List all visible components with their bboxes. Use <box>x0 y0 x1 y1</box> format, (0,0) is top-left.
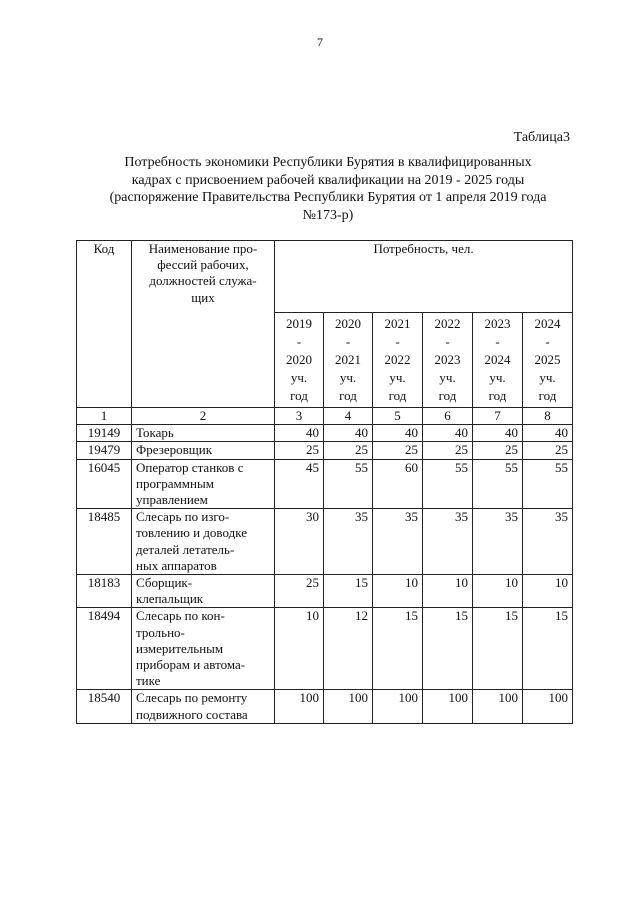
row-value: 100 <box>275 690 324 723</box>
header-year-6 <box>523 313 573 408</box>
row-profession <box>132 425 275 442</box>
year-line: год <box>488 388 507 403</box>
row-value: 35 <box>523 509 573 575</box>
table-row <box>77 442 573 459</box>
table-row <box>77 690 573 723</box>
column-number: 3 <box>275 408 324 425</box>
row-value: 25 <box>523 442 573 459</box>
row-code: 19149 <box>77 425 132 442</box>
row-code: 18485 <box>77 509 132 575</box>
row-value: 25 <box>324 442 373 459</box>
row-code: 19479 <box>77 442 132 459</box>
row-value: 10 <box>275 608 324 690</box>
row-value: 100 <box>373 690 423 723</box>
row-value: 40 <box>523 425 573 442</box>
profession-line: Токарь <box>136 425 174 441</box>
year-line: - <box>345 334 351 349</box>
row-value: 25 <box>473 442 523 459</box>
year-line: год <box>438 388 457 403</box>
row-value: 100 <box>324 690 373 723</box>
column-number: 4 <box>324 408 373 425</box>
year-line: 2022 <box>434 316 461 331</box>
profession-line: приборам и автома- <box>136 657 246 673</box>
title-line: Потребность экономики Республики Бурятия в квалифицированных <box>124 155 532 170</box>
row-profession <box>132 442 275 459</box>
row-profession <box>132 459 275 509</box>
column-number: 8 <box>523 408 573 425</box>
row-profession <box>132 509 275 575</box>
profession-line: трольно- <box>136 624 185 640</box>
title-line: (распоряжение Правительства Республики Бурятия от 1 апреля 2019 года <box>109 190 547 205</box>
profession-line: деталей летатель- <box>136 541 235 557</box>
table-row <box>77 509 573 575</box>
row-value: 35 <box>423 509 473 575</box>
row-value: 55 <box>423 459 473 509</box>
header-name <box>132 241 275 408</box>
profession-line: товлению и доводке <box>136 525 247 541</box>
row-value: 35 <box>473 509 523 575</box>
profession-line: Слесарь по изго- <box>136 509 230 525</box>
row-value: 100 <box>473 690 523 723</box>
row-value: 25 <box>275 575 324 608</box>
row-value: 10 <box>373 575 423 608</box>
header-year-2 <box>324 313 373 408</box>
profession-line: программным <box>136 475 214 491</box>
year-line: уч. <box>339 370 357 385</box>
row-value: 10 <box>473 575 523 608</box>
column-number: 2 <box>132 408 275 425</box>
profession-line: Слесарь по ремонту <box>136 690 248 706</box>
year-line: 2020 <box>286 352 312 367</box>
profession-line: Фрезеровщик <box>136 442 213 458</box>
year-line: 2021 <box>335 352 361 367</box>
column-number: 6 <box>423 408 473 425</box>
year-line: уч. <box>489 370 506 385</box>
year-line: - <box>395 334 400 349</box>
header-year-3 <box>373 313 423 408</box>
row-value: 15 <box>523 608 573 690</box>
profession-line: тике <box>136 673 161 689</box>
header-year-1 <box>275 313 324 408</box>
year-line: 2020 <box>335 316 361 331</box>
profession-line: Сборщик- <box>136 575 193 591</box>
year-line: год <box>290 388 308 403</box>
year-line: уч. <box>290 370 308 385</box>
row-value: 15 <box>373 608 423 690</box>
header-name-line: фессий рабочих, <box>157 257 249 273</box>
year-line: 2024 <box>484 352 511 367</box>
table-row <box>77 575 573 608</box>
row-value: 25 <box>275 442 324 459</box>
row-profession <box>132 575 275 608</box>
row-value: 15 <box>324 575 373 608</box>
year-line: год <box>339 388 357 403</box>
row-value: 55 <box>324 459 373 509</box>
row-value: 40 <box>423 425 473 442</box>
year-line: 2024 <box>534 316 561 331</box>
year-line: 2025 <box>534 352 561 367</box>
row-value: 12 <box>324 608 373 690</box>
year-line: - <box>296 334 302 349</box>
profession-line: управлением <box>136 492 208 508</box>
title-line: №173-р) <box>302 207 354 223</box>
column-number: 1 <box>77 408 132 425</box>
row-code: 18494 <box>77 608 132 690</box>
header-name-line: Наименование про- <box>148 241 258 256</box>
row-value: 25 <box>423 442 473 459</box>
year-line: - <box>545 334 550 349</box>
year-line: 2022 <box>384 352 411 367</box>
row-code: 16045 <box>77 459 132 509</box>
profession-line: ных аппаратов <box>136 557 217 573</box>
column-number: 7 <box>473 408 523 425</box>
profession-line: подвижного состава <box>136 706 248 722</box>
header-name-line: щих <box>191 289 215 305</box>
profession-line: клепальщик <box>136 591 204 607</box>
row-value: 40 <box>275 425 324 442</box>
profession-line: Оператор станков с <box>136 459 244 475</box>
row-value: 35 <box>324 509 373 575</box>
row-value: 55 <box>523 459 573 509</box>
row-value: 30 <box>275 509 324 575</box>
column-number: 5 <box>373 408 423 425</box>
year-line: уч. <box>389 370 406 385</box>
year-line: - <box>445 334 450 349</box>
header-name-line: должностей служа- <box>149 273 257 289</box>
row-value: 25 <box>373 442 423 459</box>
row-value: 55 <box>473 459 523 509</box>
profession-line: измерительным <box>136 640 224 656</box>
header-year-5 <box>473 313 523 408</box>
row-value: 35 <box>373 509 423 575</box>
year-line: 2023 <box>484 316 511 331</box>
page-number: 7 <box>317 35 323 49</box>
table-row <box>77 425 573 442</box>
profession-line: Слесарь по кон- <box>136 608 225 624</box>
table-label: Таблица3 <box>513 130 570 145</box>
row-value: 40 <box>473 425 523 442</box>
row-profession <box>132 690 275 723</box>
document-title <box>80 154 576 224</box>
row-value: 15 <box>423 608 473 690</box>
row-value: 100 <box>423 690 473 723</box>
year-line: - <box>495 334 500 349</box>
row-value: 40 <box>373 425 423 442</box>
year-line: 2019 <box>286 316 312 331</box>
row-value: 100 <box>523 690 573 723</box>
header-code: Код <box>77 241 132 408</box>
row-code: 18540 <box>77 690 132 723</box>
row-value: 15 <box>473 608 523 690</box>
row-profession <box>132 608 275 690</box>
year-line: 2023 <box>434 352 461 367</box>
header-year-4 <box>423 313 473 408</box>
row-code: 18183 <box>77 575 132 608</box>
row-value: 10 <box>523 575 573 608</box>
header-need: Потребность, чел. <box>275 241 573 313</box>
row-value: 45 <box>275 459 324 509</box>
row-value: 10 <box>423 575 473 608</box>
year-line: год <box>538 388 557 403</box>
year-line: уч. <box>439 370 456 385</box>
year-line: уч. <box>539 370 556 385</box>
year-line: 2021 <box>384 316 411 331</box>
row-value: 40 <box>324 425 373 442</box>
year-line: год <box>388 388 407 403</box>
table-row <box>77 608 573 690</box>
title-line: кадрах с присвоением рабочей квалификации на 2019 - 2025 годы <box>131 172 525 188</box>
row-value: 60 <box>373 459 423 509</box>
table-row <box>77 459 573 509</box>
demand-table <box>76 240 573 724</box>
